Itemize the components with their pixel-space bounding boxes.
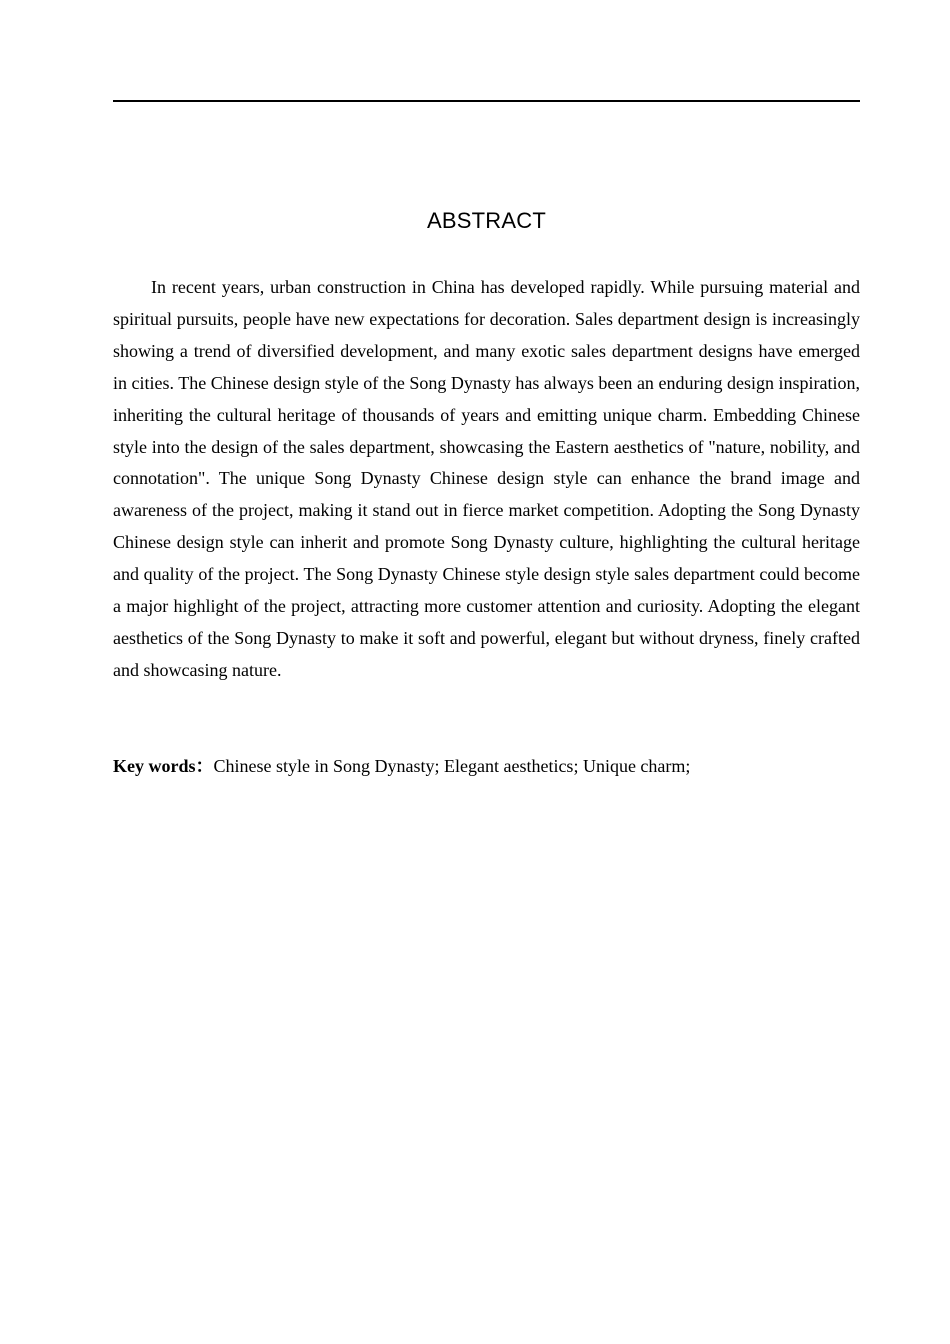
keywords-value: Chinese style in Song Dynasty; Elegant aesthetics; Unique charm;: [213, 756, 691, 776]
keywords-line: [113, 751, 860, 782]
keywords-label: Key words：: [113, 756, 214, 776]
abstract-paragraph: In recent years, urban construction in China has developed rapidly. While pursuing material and spiritual pursuits, people have new expectations for decoration. Sales department design is increasingly showing a trend of diversified development, and many exotic sales department designs have emerged in cities. The Chinese design style of the Song Dynasty has always been an enduring design inspiration, inheriting the cultural heritage of thousands of years and emitting unique charm. Embedding Chinese style into the design of the sales department, showcasing the Eastern aesthetics of "nature, nobility, and connotation". The unique Song Dynasty Chinese design style can enhance the brand image and awareness of the project, making it stand out in fierce market competition. Adopting the Song Dynasty Chinese design style can inherit and promote Song Dynasty culture, highlighting the cultural heritage and quality of the project. The Song Dynasty Chinese style design style sales department could become a major highlight of the project, attracting more customer attention and curiosity. Adopting the elegant aesthetics of the Song Dynasty to make it soft and powerful, elegant but without dryness, finely crafted and showcasing nature.: [113, 277, 860, 680]
abstract-title: ABSTRACT: [427, 208, 546, 233]
header-rule: [113, 100, 860, 102]
